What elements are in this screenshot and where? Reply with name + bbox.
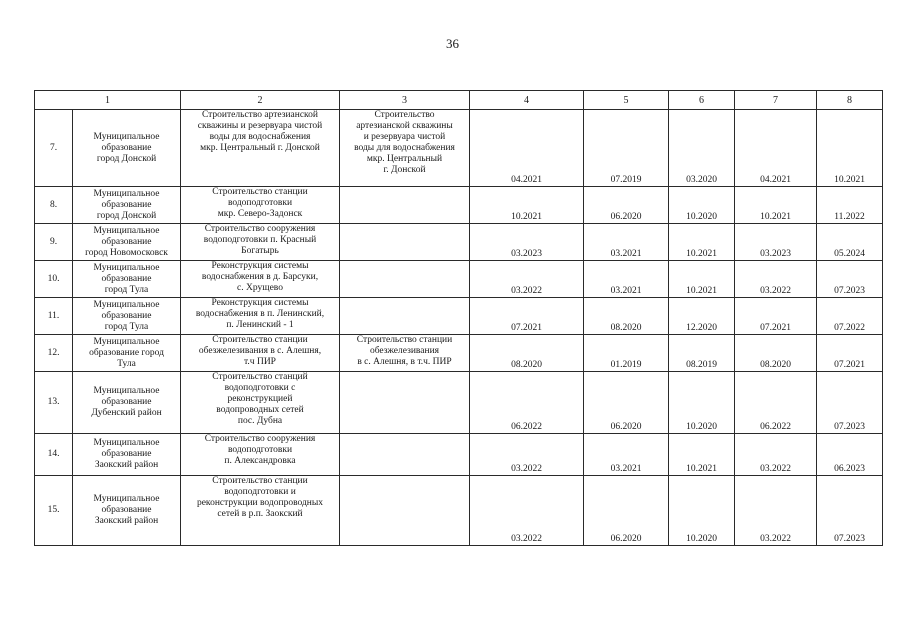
date-col5-cell: 01.2019 (584, 335, 669, 372)
date-col5-cell: 03.2021 (584, 261, 669, 298)
project-cell: Строительство станций водоподготовки с реконструкцией водопроводных сетей пос. Дубна (181, 372, 340, 434)
project-cell: Строительство станции водоподготовки мкр. Северо-Задонск (181, 187, 340, 224)
table-row (35, 261, 883, 298)
date-col6-cell: 10.2020 (669, 476, 735, 546)
date-col7-cell: 07.2021 (735, 298, 817, 335)
date-col8-cell: 10.2021 (817, 110, 883, 187)
date-col7-cell: 04.2021 (735, 110, 817, 187)
date-col6-cell: 10.2021 (669, 261, 735, 298)
date-col5-cell: 06.2020 (584, 476, 669, 546)
date-col4-cell: 08.2020 (470, 335, 584, 372)
header-cell-3: 3 (340, 91, 470, 110)
table-row (35, 476, 883, 546)
date-col5-cell: 06.2020 (584, 372, 669, 434)
date-col4-cell: 03.2023 (470, 224, 584, 261)
object-cell (340, 187, 470, 224)
date-col6-cell: 10.2021 (669, 224, 735, 261)
row-number: 12. (35, 335, 73, 372)
date-col4-cell: 03.2022 (470, 476, 584, 546)
header-cell-7: 7 (735, 91, 817, 110)
row-number: 7. (35, 110, 73, 187)
object-cell (340, 298, 470, 335)
object-cell: Строительство станции обезжелезивания в с. Алешня, в т.ч. ПИР (340, 335, 470, 372)
date-col7-cell: 03.2022 (735, 261, 817, 298)
table-row (35, 335, 883, 372)
date-col6-cell: 10.2021 (669, 434, 735, 476)
object-cell (340, 261, 470, 298)
project-cell: Реконструкция системы водоснабжения в д. Барсуки, с. Хрущево (181, 261, 340, 298)
table-row (35, 298, 883, 335)
municipality-cell: Муниципальное образование Дубенский район (73, 372, 181, 434)
date-col8-cell: 07.2023 (817, 261, 883, 298)
date-col5-cell: 03.2021 (584, 434, 669, 476)
project-cell: Строительство сооружения водоподготовки п. Красный Богатырь (181, 224, 340, 261)
header-cell-8: 8 (817, 91, 883, 110)
object-cell: Строительство артезианской скважины и резервуара чистой воды для водоснабжения мкр. Центральный г. Донской (340, 110, 470, 187)
date-col4-cell: 06.2022 (470, 372, 584, 434)
row-number: 8. (35, 187, 73, 224)
date-col6-cell: 10.2020 (669, 187, 735, 224)
project-cell: Строительство станции обезжелезивания в с. Алешня, т.ч ПИР (181, 335, 340, 372)
object-cell (340, 224, 470, 261)
table-row (35, 434, 883, 476)
date-col4-cell: 07.2021 (470, 298, 584, 335)
date-col8-cell: 07.2023 (817, 372, 883, 434)
date-col5-cell: 08.2020 (584, 298, 669, 335)
municipality-cell: Муниципальное образование город Тула (73, 261, 181, 298)
row-number: 15. (35, 476, 73, 546)
date-col7-cell: 08.2020 (735, 335, 817, 372)
project-cell: Строительство сооружения водоподготовки п. Александровка (181, 434, 340, 476)
date-col8-cell: 07.2022 (817, 298, 883, 335)
date-col8-cell: 11.2022 (817, 187, 883, 224)
municipality-cell: Муниципальное образование город Донской (73, 187, 181, 224)
municipality-cell: Муниципальное образование город Тула (73, 335, 181, 372)
object-cell (340, 434, 470, 476)
row-number: 14. (35, 434, 73, 476)
date-col6-cell: 10.2020 (669, 372, 735, 434)
object-cell (340, 372, 470, 434)
header-cell-6: 6 (669, 91, 735, 110)
object-cell (340, 476, 470, 546)
date-col6-cell: 03.2020 (669, 110, 735, 187)
project-cell: Строительство станции водоподготовки и реконструкции водопроводных сетей в р.п. Заокский (181, 476, 340, 546)
header-cell-5: 5 (584, 91, 669, 110)
date-col7-cell: 06.2022 (735, 372, 817, 434)
date-col8-cell: 07.2023 (817, 476, 883, 546)
page-number: 36 (446, 36, 459, 51)
date-col7-cell: 10.2021 (735, 187, 817, 224)
header-cell-1: 1 (35, 91, 181, 110)
row-number: 9. (35, 224, 73, 261)
schedule-table (34, 90, 883, 546)
date-col7-cell: 03.2022 (735, 476, 817, 546)
municipality-cell: Муниципальное образование город Тула (73, 298, 181, 335)
header-row (35, 91, 883, 110)
header-cell-4: 4 (470, 91, 584, 110)
date-col6-cell: 08.2019 (669, 335, 735, 372)
header-cell-2: 2 (181, 91, 340, 110)
date-col7-cell: 03.2022 (735, 434, 817, 476)
row-number: 10. (35, 261, 73, 298)
date-col4-cell: 03.2022 (470, 261, 584, 298)
municipality-cell: Муниципальное образование Заокский район (73, 434, 181, 476)
date-col5-cell: 07.2019 (584, 110, 669, 187)
municipality-cell: Муниципальное образование Заокский район (73, 476, 181, 546)
project-cell: Реконструкция системы водоснабжения в п. Ленинский, п. Ленинский - 1 (181, 298, 340, 335)
date-col4-cell: 04.2021 (470, 110, 584, 187)
table-row (35, 110, 883, 187)
date-col6-cell: 12.2020 (669, 298, 735, 335)
table-row (35, 187, 883, 224)
date-col5-cell: 06.2020 (584, 187, 669, 224)
date-col7-cell: 03.2023 (735, 224, 817, 261)
table-row (35, 372, 883, 434)
date-col8-cell: 05.2024 (817, 224, 883, 261)
table-row (35, 224, 883, 261)
municipality-cell: Муниципальное образование город Новомосковск (73, 224, 181, 261)
date-col8-cell: 07.2021 (817, 335, 883, 372)
municipality-cell: Муниципальное образование город Донской (73, 110, 181, 187)
date-col5-cell: 03.2021 (584, 224, 669, 261)
row-number: 13. (35, 372, 73, 434)
date-col4-cell: 10.2021 (470, 187, 584, 224)
date-col8-cell: 06.2023 (817, 434, 883, 476)
project-cell: Строительство артезианской скважины и резервуара чистой воды для водоснабжения мкр. Центральный г. Донской (181, 110, 340, 187)
row-number: 11. (35, 298, 73, 335)
date-col4-cell: 03.2022 (470, 434, 584, 476)
